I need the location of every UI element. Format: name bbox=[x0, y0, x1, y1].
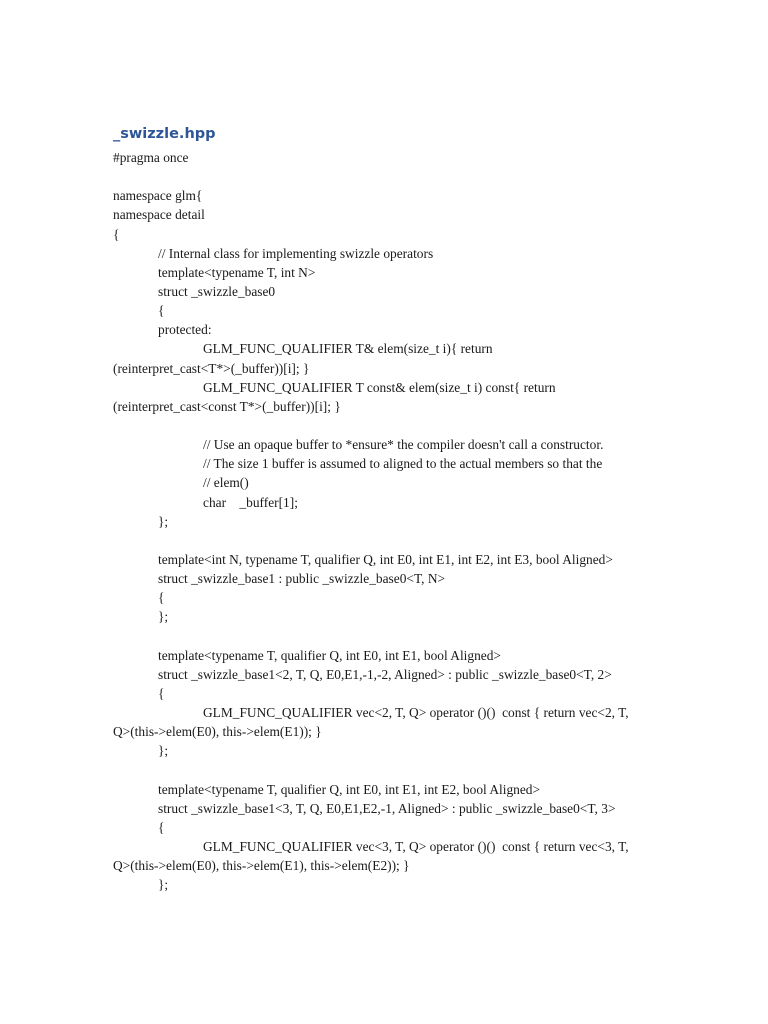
code-line: namespace glm{ bbox=[113, 188, 203, 204]
code-line: // Internal class for implementing swizzle operators bbox=[158, 245, 434, 261]
code-line: char _buffer[1]; bbox=[203, 494, 298, 510]
code-line: // elem() bbox=[203, 475, 249, 491]
code-line: template<typename T, int N> bbox=[158, 264, 316, 280]
code-line: }; bbox=[158, 877, 169, 893]
code-line: GLM_FUNC_QUALIFIER T const& elem(size_t i) const{ return bbox=[203, 379, 556, 395]
code-line: struct _swizzle_base1<3, T, Q, E0,E1,E2,-1, Aligned> : public _swizzle_base0<T, 3> bbox=[158, 800, 616, 816]
code-line: Q>(this->elem(E0), this->elem(E1)); } bbox=[113, 724, 322, 740]
code-line: template<int N, typename T, qualifier Q, int E0, int E1, int E2, int E3, bool Aligned> bbox=[158, 551, 613, 567]
document-heading: _swizzle.hpp bbox=[113, 126, 216, 142]
code-line: // The size 1 buffer is assumed to aligned to the actual members so that the bbox=[203, 456, 603, 472]
code-line: (reinterpret_cast<const T*>(_buffer))[i]; } bbox=[113, 398, 341, 414]
code-line bbox=[113, 627, 713, 646]
code-line bbox=[113, 416, 713, 435]
code-line: struct _swizzle_base0 bbox=[158, 283, 276, 299]
code-line: #pragma once bbox=[113, 150, 189, 165]
code-line: GLM_FUNC_QUALIFIER vec<2, T, Q> operator ()() const { return vec<2, T, bbox=[203, 705, 629, 721]
code-line bbox=[113, 531, 713, 550]
code-line: (reinterpret_cast<T*>(_buffer))[i]; } bbox=[113, 360, 310, 376]
code-line: { bbox=[158, 819, 165, 835]
code-line: // Use an opaque buffer to *ensure* the compiler doesn't call a constructor. bbox=[203, 437, 604, 453]
code-line: }; bbox=[158, 513, 169, 529]
code-line bbox=[113, 167, 713, 186]
code-line: template<typename T, qualifier Q, int E0, int E1, int E2, bool Aligned> bbox=[158, 781, 541, 797]
code-line: protected: bbox=[158, 322, 212, 338]
code-line: GLM_FUNC_QUALIFIER T& elem(size_t i){ return bbox=[203, 341, 493, 357]
code-line: { bbox=[158, 685, 165, 701]
code-line: }; bbox=[158, 743, 169, 759]
code-line: struct _swizzle_base1<2, T, Q, E0,E1,-1,-2, Aligned> : public _swizzle_base0<T, 2> bbox=[158, 666, 612, 682]
code-line: { bbox=[113, 226, 120, 242]
code-line: { bbox=[158, 303, 165, 319]
code-line: Q>(this->elem(E0), this->elem(E1), this->elem(E2)); } bbox=[113, 858, 410, 874]
code-line: struct _swizzle_base1 : public _swizzle_base0<T, N> bbox=[158, 571, 446, 587]
code-line: { bbox=[158, 590, 165, 606]
code-listing bbox=[113, 148, 713, 894]
code-line: template<typename T, qualifier Q, int E0, int E1, bool Aligned> bbox=[158, 647, 501, 663]
code-line bbox=[113, 761, 713, 780]
code-line: }; bbox=[158, 609, 169, 625]
code-line: namespace detail bbox=[113, 207, 205, 223]
code-line: GLM_FUNC_QUALIFIER vec<3, T, Q> operator ()() const { return vec<3, T, bbox=[203, 839, 629, 855]
